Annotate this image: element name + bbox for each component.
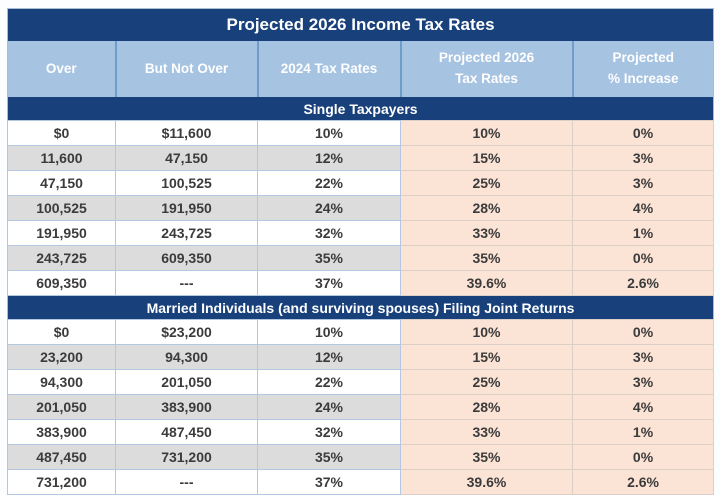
cell: 39.6% — [401, 470, 573, 495]
column-header-label-line1: Projected 2026 — [438, 50, 535, 66]
cell: 47,150 — [116, 146, 258, 171]
cell: 22% — [258, 171, 401, 196]
cell: 33% — [401, 420, 573, 445]
section-header: Single Taxpayers — [8, 97, 714, 121]
cell: $0 — [8, 320, 116, 345]
table-row — [8, 320, 714, 345]
table-row — [8, 470, 714, 495]
cell: 25% — [401, 171, 573, 196]
cell: 12% — [258, 345, 401, 370]
cell: 28% — [401, 196, 573, 221]
cell: 731,200 — [8, 470, 116, 495]
cell: 1% — [573, 221, 714, 246]
column-header-label-line1: Projected — [612, 50, 675, 66]
cell: --- — [116, 271, 258, 296]
cell: 2.6% — [573, 271, 714, 296]
cell: 24% — [258, 196, 401, 221]
page-title: Projected 2026 Income Tax Rates — [8, 9, 714, 42]
cell: 37% — [258, 470, 401, 495]
cell: 22% — [258, 370, 401, 395]
table-row — [8, 221, 714, 246]
table-row — [8, 395, 714, 420]
cell: 11,600 — [8, 146, 116, 171]
cell: 2.6% — [573, 470, 714, 495]
cell: --- — [116, 470, 258, 495]
cell: 10% — [401, 320, 573, 345]
cell: 487,450 — [8, 445, 116, 470]
table-row — [8, 445, 714, 470]
cell: 201,050 — [8, 395, 116, 420]
cell: 0% — [573, 320, 714, 345]
column-header-but-not-over — [116, 41, 258, 97]
table-body — [8, 97, 714, 495]
column-header-label: Over — [45, 60, 77, 76]
cell: 10% — [401, 121, 573, 146]
cell: 3% — [573, 171, 714, 196]
cell: 94,300 — [8, 370, 116, 395]
cell: 32% — [258, 221, 401, 246]
cell: 37% — [258, 271, 401, 296]
cell: 383,900 — [116, 395, 258, 420]
column-header-row — [8, 41, 714, 97]
cell: 12% — [258, 146, 401, 171]
section-header: Married Individuals (and surviving spouses) Filing Joint Returns — [8, 296, 714, 320]
cell: 39.6% — [401, 271, 573, 296]
table-row — [8, 246, 714, 271]
cell: 243,725 — [116, 221, 258, 246]
section-header-row — [8, 97, 714, 121]
cell: 35% — [258, 246, 401, 271]
cell: $23,200 — [116, 320, 258, 345]
cell: 4% — [573, 196, 714, 221]
column-header-projected-2026-tax-rates — [401, 41, 573, 97]
tax-table — [7, 8, 714, 495]
column-header-label: But Not Over — [144, 60, 229, 76]
table-row — [8, 370, 714, 395]
cell: 25% — [401, 370, 573, 395]
cell: 28% — [401, 395, 573, 420]
table-row — [8, 271, 714, 296]
title-row — [8, 9, 714, 42]
cell: 15% — [401, 146, 573, 171]
cell: 191,950 — [8, 221, 116, 246]
cell: 731,200 — [116, 445, 258, 470]
cell: 0% — [573, 445, 714, 470]
cell: 191,950 — [116, 196, 258, 221]
column-header-label-line2: Tax Rates — [455, 71, 518, 86]
cell: 100,525 — [116, 171, 258, 196]
cell: 10% — [258, 121, 401, 146]
cell: $0 — [8, 121, 116, 146]
cell: 243,725 — [8, 246, 116, 271]
cell: 24% — [258, 395, 401, 420]
table-row — [8, 345, 714, 370]
cell: $11,600 — [116, 121, 258, 146]
cell: 35% — [258, 445, 401, 470]
cell: 0% — [573, 121, 714, 146]
column-header-label-line2: % Increase — [608, 71, 679, 86]
cell: 3% — [573, 370, 714, 395]
cell: 47,150 — [8, 171, 116, 196]
cell: 1% — [573, 420, 714, 445]
cell: 35% — [401, 445, 573, 470]
cell: 0% — [573, 246, 714, 271]
cell: 3% — [573, 146, 714, 171]
cell: 4% — [573, 395, 714, 420]
column-header-2024-tax-rates — [258, 41, 401, 97]
table-row — [8, 121, 714, 146]
cell: 100,525 — [8, 196, 116, 221]
cell: 23,200 — [8, 345, 116, 370]
cell: 609,350 — [116, 246, 258, 271]
cell: 94,300 — [116, 345, 258, 370]
cell: 487,450 — [116, 420, 258, 445]
cell: 35% — [401, 246, 573, 271]
column-header-over — [8, 41, 116, 97]
table-row — [8, 420, 714, 445]
section-header-row — [8, 296, 714, 320]
cell: 3% — [573, 345, 714, 370]
cell: 10% — [258, 320, 401, 345]
column-header-label: 2024 Tax Rates — [280, 60, 378, 76]
table-row — [8, 146, 714, 171]
table-row — [8, 196, 714, 221]
cell: 32% — [258, 420, 401, 445]
column-header-projected-increase — [573, 41, 714, 97]
cell: 201,050 — [116, 370, 258, 395]
table-row — [8, 171, 714, 196]
cell: 383,900 — [8, 420, 116, 445]
cell: 15% — [401, 345, 573, 370]
cell: 609,350 — [8, 271, 116, 296]
cell: 33% — [401, 221, 573, 246]
